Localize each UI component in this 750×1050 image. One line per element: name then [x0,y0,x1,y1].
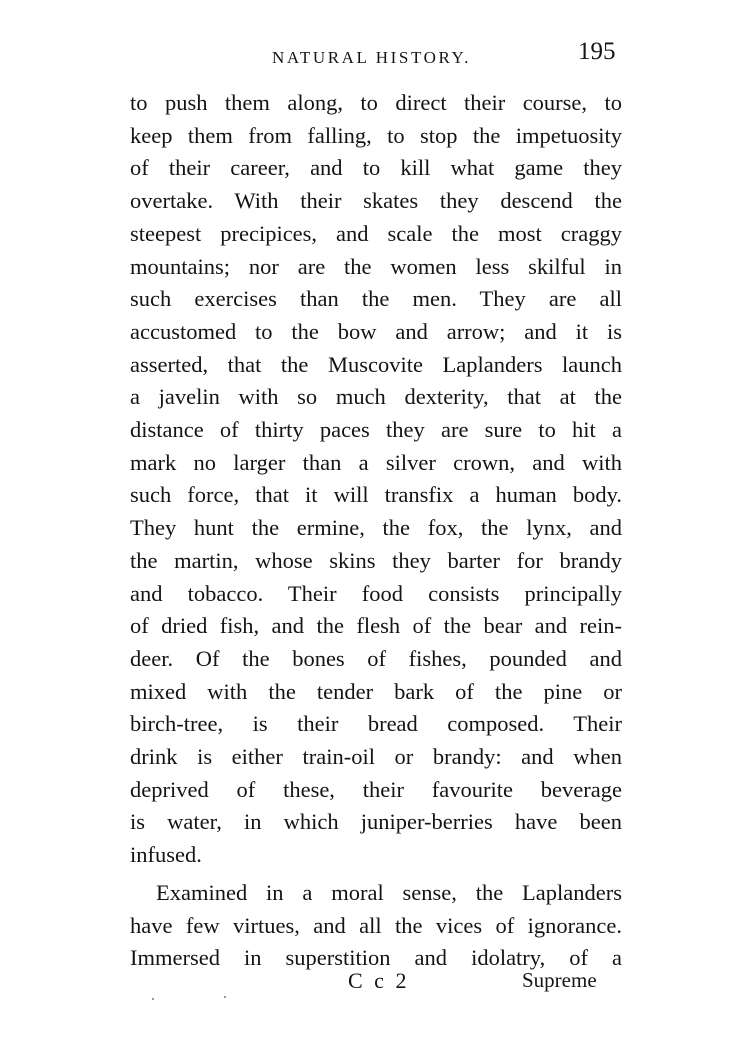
text-line: mixed with the tender bark of the pine or [130,678,622,704]
text-line-paragraph-end: infused. [130,842,202,868]
text-line: Immersed in superstition and idolatry, of a [130,945,622,971]
text-line: accustomed to the bow and arrow; and it is [130,318,622,344]
text-line: They hunt the ermine, the fox, the lynx, and [130,515,622,541]
text-line: deprived of these, their favourite beverage [130,776,622,802]
text-line: the martin, whose skins they barter for brandy [130,547,622,573]
text-line: birch-tree, is their bread composed. Their [130,711,622,737]
text-line: asserted, that the Muscovite Laplanders launch [130,351,622,377]
running-head: NATURAL HISTORY. [272,48,472,67]
text-line: steepest precipices, and scale the most craggy [130,220,622,246]
text-line-paragraph-start: Examined in a moral sense, the Laplanders [156,880,622,905]
page-number: 195 [578,38,616,65]
text-line: is water, in which juniper-berries have been [130,809,622,835]
text-line: of dried fish, and the flesh of the bear and rein- [130,613,622,639]
text-line: such exercises than the men. They are all [130,286,622,312]
text-line: have few virtues, and all the vices of ignorance. [130,912,622,938]
text-line: such force, that it will transfix a human body. [130,482,622,508]
ink-speck [152,998,154,1000]
text-line: mark no larger than a silver crown, and with [130,449,622,475]
printer-signature: C c 2 [348,968,410,993]
text-line: drink is either train-oil or brandy: and when [130,744,622,769]
text-line: distance of thirty paces they are sure to hit a [130,417,622,442]
text-line: a javelin with so much dexterity, that at the [130,384,622,410]
text-line: and tobacco. Their food consists principally [130,580,622,606]
text-line: keep them from falling, to stop the impetuosity [130,122,622,148]
text-line: mountains; nor are the women less skilful in [130,253,622,279]
text-line: overtake. With their skates they descend the [130,188,622,214]
text-line: deer. Of the bones of fishes, pounded and [130,645,622,671]
text-line: to push them along, to direct their course, to [130,90,622,115]
catchword: Supreme [522,968,597,992]
text-line: of their career, and to kill what game they [130,155,622,181]
ink-speck [224,996,226,998]
